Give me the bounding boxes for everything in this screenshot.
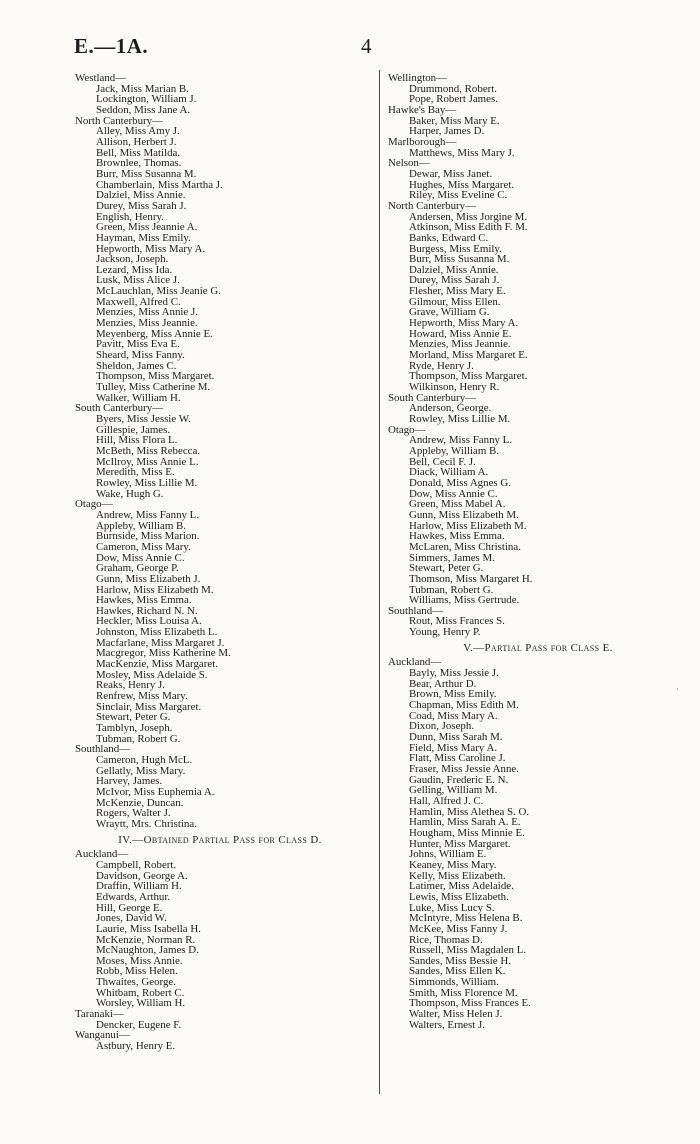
- candidate-name: Stewart, Peter G.: [96, 711, 171, 724]
- candidate-name: Latimer, Miss Adelaide.: [409, 880, 514, 893]
- candidate-name: Wake, Hugh G.: [96, 487, 164, 500]
- candidate-name: McKenzie, Duncan.: [96, 796, 184, 809]
- candidate-name: Smith, Miss Florence M.: [409, 986, 518, 999]
- candidate-name: Riley, Miss Eveline C.: [409, 189, 508, 202]
- candidate-name: Simmers, James M.: [409, 551, 495, 564]
- candidate-name: Coad, Miss Mary A.: [409, 709, 498, 722]
- candidate-name: Robb, Miss Helen.: [96, 965, 178, 978]
- region-heading: Marlborough—: [388, 135, 457, 148]
- candidate-name: McKee, Miss Fanny J.: [409, 922, 508, 935]
- region-heading: North Canterbury—: [75, 114, 164, 127]
- candidate-name: Williams, Miss Gertrude.: [409, 594, 520, 607]
- candidate-name: Lezard, Miss Ida.: [96, 263, 173, 276]
- candidate-name: Walker, William H.: [96, 391, 181, 404]
- page-header: [0, 0, 700, 70]
- candidate-name: McBeth, Miss Rebecca.: [96, 444, 201, 457]
- candidate-name: Atkinson, Miss Edith F. M.: [409, 221, 528, 234]
- region-heading: North Canterbury—: [388, 199, 477, 212]
- candidate-name: Macgregor, Miss Katherine M.: [96, 647, 231, 660]
- candidate-name: Macfarlane, Miss Margaret J.: [96, 636, 225, 649]
- candidate-name: Bear, Arthur D.: [409, 677, 477, 690]
- candidate-name: Astbury, Henry E.: [96, 1040, 176, 1053]
- candidate-name: Edwards, Arthur.: [96, 890, 171, 903]
- candidate-name: Rout, Miss Frances S.: [409, 615, 505, 628]
- candidate-name: Burgess, Miss Emily.: [409, 242, 502, 255]
- candidate-name: Whitbam, Robert C.: [96, 986, 185, 999]
- candidate-name: Harper, James D.: [409, 125, 485, 138]
- candidate-name: Luke, Miss Lucy S.: [409, 901, 495, 914]
- region-heading: Hawke's Bay—: [388, 103, 457, 116]
- candidate-name: Bell, Cecil F. J.: [409, 455, 476, 468]
- candidate-name: Kelly, Miss Elizabeth.: [409, 869, 506, 882]
- candidate-name: Meredith, Miss E.: [96, 466, 175, 479]
- candidate-name: Diack, William A.: [409, 466, 489, 479]
- candidate-name: Dencker, Eugene F.: [96, 1018, 182, 1031]
- candidate-name: Tubman, Robert G.: [96, 732, 181, 745]
- candidate-name: Fraser, Miss Jessie Anne.: [409, 763, 519, 775]
- candidate-name: Thompson, Miss Margaret.: [96, 370, 215, 383]
- candidate-name: Sandes, Miss Ellen K.: [409, 965, 506, 978]
- candidate-name: Andrew, Miss Fanny L.: [409, 434, 513, 447]
- candidate-name: Johnston, Miss Elizabeth L.: [96, 626, 218, 639]
- candidate-name: Mosley, Miss Adelaide S.: [96, 668, 208, 681]
- right-column: [388, 73, 688, 1030]
- candidate-name: Green, Miss Jeannie A.: [96, 221, 198, 234]
- candidate-name: Hamlin, Miss Sarah A. E.: [409, 816, 521, 829]
- candidate-name: Gellatly, Miss Mary.: [96, 764, 186, 777]
- candidate-name: Brownlee, Thomas.: [96, 157, 182, 170]
- candidate-name: Hall, Alfred J. C.: [409, 794, 484, 807]
- candidate-name: Sinclair, Miss Margaret.: [96, 700, 202, 713]
- candidate-name: Gunn, Miss Elizabeth M.: [409, 508, 519, 521]
- candidate-name: Andrew, Miss Fanny L.: [96, 508, 200, 521]
- candidate-name: Gaudin, Frederic E. N.: [409, 773, 509, 786]
- candidate-name: Alley, Miss Amy J.: [96, 125, 180, 138]
- candidate-name: Rowley, Miss Lillie M.: [96, 476, 198, 489]
- candidate-name: Flatt, Miss Caroline J.: [409, 752, 506, 765]
- candidate-name: Brown, Miss Emily.: [409, 688, 497, 701]
- candidate-name: Hill, Miss Flora L.: [96, 434, 178, 447]
- candidate-name: Hepworth, Miss Mary A.: [96, 242, 206, 255]
- candidate-name: Dalziel, Miss Annie.: [409, 263, 499, 276]
- candidate-name: Pavitt, Miss Eva E.: [96, 338, 180, 351]
- candidate-name: Draffin, William H.: [96, 880, 182, 893]
- candidate-name: Howard, Miss Annie E.: [409, 327, 512, 340]
- candidate-name: Stewart, Peter G.: [409, 562, 484, 575]
- document-reference: E.—1A.: [74, 34, 149, 58]
- candidate-name: Hunter, Miss Margaret.: [409, 837, 511, 850]
- candidate-name: Dunn, Miss Sarah M.: [409, 731, 503, 744]
- candidate-name: Burr, Miss Susanna M.: [409, 253, 510, 266]
- section-heading: V.—Partial Pass for Class E.: [463, 641, 613, 654]
- region-heading: Auckland—: [75, 848, 129, 861]
- candidate-name: Simmonds, William.: [409, 976, 499, 989]
- candidate-name: Field, Miss Mary A.: [409, 741, 498, 754]
- region-heading: Taranaki—: [75, 1008, 124, 1021]
- candidate-name: McLauchlan, Miss Jeanie G.: [96, 285, 221, 298]
- candidate-name: Harlow, Miss Elizabeth M.: [409, 519, 527, 532]
- candidate-name: Heckler, Miss Louisa A.: [96, 615, 202, 628]
- candidate-name: Meyenberg, Miss Annie E.: [96, 327, 213, 340]
- candidate-name: Renfrew, Miss Mary.: [96, 690, 188, 703]
- candidate-name: Jones, David W.: [96, 912, 167, 925]
- candidate-name: Johns, William E.: [409, 848, 487, 861]
- left-column: [75, 73, 365, 1052]
- candidate-name: Dow, Miss Annie C.: [96, 551, 185, 564]
- region-heading: South Canterbury—: [75, 402, 164, 415]
- candidate-name: Jackson, Joseph.: [96, 253, 169, 266]
- candidate-name: Allison, Herbert J.: [96, 135, 177, 148]
- candidate-name: Dixon, Joseph.: [409, 720, 475, 733]
- candidate-name: Chamberlain, Miss Martha J.: [96, 178, 223, 191]
- candidate-name: Tamblyn, Joseph.: [96, 722, 173, 735]
- candidate-name: Walter, Miss Helen J.: [409, 1008, 503, 1021]
- candidate-name: McKenzie, Norman R.: [96, 933, 196, 946]
- candidate-name: Hawkes, Miss Emma.: [409, 530, 505, 543]
- candidate-name: McLaren, Miss Christina.: [409, 540, 521, 553]
- candidate-name: Thompson, Miss Margaret.: [409, 370, 528, 383]
- candidate-name: Bell, Miss Matilda.: [96, 146, 181, 159]
- candidate-name: Hughes, Miss Margaret.: [409, 178, 515, 191]
- candidate-name: Baker, Miss Mary E.: [409, 114, 500, 127]
- candidate-name: Bayly, Miss Jessie J.: [409, 667, 499, 680]
- candidate-name: Thompson, Miss Frances E.: [409, 997, 531, 1010]
- candidate-name: Tulley, Miss Catherine M.: [96, 381, 211, 394]
- candidate-name: Hawkes, Richard N. N.: [96, 604, 198, 617]
- column-divider: [379, 70, 380, 1094]
- candidate-name: Lewis, Miss Elizabeth.: [409, 890, 509, 903]
- region-heading: South Canterbury—: [388, 391, 477, 404]
- candidate-name: Burnside, Miss Marion.: [96, 530, 200, 543]
- candidate-name: Gilmour, Miss Ellen.: [409, 295, 501, 308]
- section-heading: IV.—Obtained Partial Pass for Class D.: [118, 833, 322, 846]
- candidate-name: Hawkes, Miss Emma.: [96, 594, 192, 607]
- candidate-name: Harlow, Miss Elizabeth M.: [96, 583, 214, 596]
- candidate-name: Hepworth, Miss Mary A.: [409, 317, 519, 330]
- candidate-name: Sandes, Miss Bessie H.: [409, 954, 511, 967]
- candidate-name: Davidson, George A.: [96, 869, 188, 882]
- candidate-name: Menzies, Miss Annie J.: [96, 306, 198, 319]
- candidate-name: Walters, Ernest J.: [409, 1018, 485, 1031]
- candidate-name: Pope, Robert James.: [409, 93, 498, 106]
- candidate-name: Sheldon, James C.: [96, 359, 177, 372]
- candidate-name: Ryde, Henry J.: [409, 359, 474, 372]
- candidate-name: McNaughton, James D.: [96, 944, 199, 957]
- candidate-name: Menzies, Miss Jeannie.: [96, 317, 198, 330]
- candidate-name: Lockington, William J.: [96, 93, 197, 106]
- candidate-name: English, Henry.: [96, 210, 164, 223]
- candidate-name: Rice, Thomas D.: [409, 933, 483, 946]
- candidate-name: Rogers, Walter J.: [96, 807, 171, 820]
- candidate-name: Durey, Miss Sarah J.: [409, 274, 500, 287]
- region-heading: Wanganui—: [75, 1029, 130, 1042]
- candidate-name: McIvor, Miss Euphemia A.: [96, 785, 215, 798]
- candidate-name: Gelling, William M.: [409, 784, 498, 797]
- candidate-name: Thomson, Miss Margaret H.: [409, 572, 533, 585]
- candidate-name: Appleby, William B.: [409, 444, 500, 457]
- candidate-name: Gillespie, James.: [96, 423, 171, 436]
- candidate-name: Graham, George P.: [96, 562, 179, 575]
- region-heading: Nelson—: [388, 157, 430, 170]
- candidate-name: Drummond, Robert.: [409, 82, 498, 95]
- candidate-name: Gunn, Miss Elizabeth J.: [96, 572, 201, 585]
- candidate-name: Morland, Miss Margaret E.: [409, 349, 528, 362]
- candidate-name: Appleby, William B.: [96, 519, 187, 532]
- candidate-name: Tubman, Robert G.: [409, 583, 494, 596]
- candidate-name: Chapman, Miss Edith M.: [409, 699, 519, 712]
- candidate-name: Wilkinson, Henry R.: [409, 381, 500, 394]
- candidate-name: Burr, Miss Susanna M.: [96, 167, 197, 180]
- candidate-name: Matthews, Miss Mary J.: [409, 146, 515, 159]
- candidate-name: Reaks, Henry J.: [96, 679, 165, 692]
- candidate-name: Hill, George E.: [96, 901, 163, 914]
- candidate-name: Lusk, Miss Alice J.: [96, 274, 180, 287]
- candidate-name: Banks, Edward C.: [409, 231, 489, 244]
- region-heading: Wellington—: [388, 72, 448, 84]
- candidate-name: Wraytt, Mrs. Christina.: [96, 817, 197, 830]
- region-heading: Southland—: [75, 743, 131, 756]
- candidate-name: Dalziel, Miss Annie.: [96, 189, 186, 202]
- candidate-name: Durey, Miss Sarah J.: [96, 199, 187, 212]
- candidate-name: Byers, Miss Jessie W.: [96, 413, 191, 425]
- candidate-name: Jack, Miss Marian B.: [96, 82, 189, 95]
- candidate-name: Donald, Miss Agnes G.: [409, 476, 511, 489]
- candidate-name: Rowley, Miss Lillie M.: [409, 413, 511, 425]
- candidate-name: McIntyre, Miss Helena B.: [409, 912, 523, 925]
- candidate-name: Russell, Miss Magdalen L.: [409, 944, 527, 957]
- candidate-name: Cameron, Miss Mary.: [96, 540, 191, 553]
- candidate-name: Sheard, Miss Fanny.: [96, 349, 185, 362]
- candidate-name: Campbell, Robert.: [96, 858, 177, 871]
- candidate-name: Maxwell, Alfred C.: [96, 295, 181, 308]
- candidate-name: Hayman, Miss Emily.: [96, 231, 191, 244]
- candidate-name: Dewar, Miss Janet.: [409, 167, 493, 180]
- candidate-name: Keaney, Miss Mary.: [409, 858, 497, 871]
- candidate-name: Hamlin, Miss Alethea S. O.: [409, 805, 530, 818]
- candidate-name: Thwaites, George.: [96, 976, 176, 989]
- candidate-name: Dow, Miss Annie C.: [409, 487, 498, 500]
- candidate-name: McIlroy, Miss Annie L.: [96, 455, 199, 468]
- candidate-name: Seddon, Miss Jane A.: [96, 103, 191, 116]
- candidate-name: Hougham, Miss Minnie E.: [409, 826, 525, 839]
- candidate-name: Laurie, Miss Isabella H.: [96, 922, 201, 935]
- candidate-name: Flesher, Miss Mary E.: [409, 285, 506, 298]
- region-heading: Otago—: [75, 498, 113, 511]
- candidate-name: Moses, Miss Annie.: [96, 954, 183, 967]
- candidate-name: Harvey, James.: [96, 775, 163, 788]
- scan-mark: ·: [676, 684, 679, 694]
- candidate-name: Grave, William G.: [409, 306, 490, 319]
- region-heading: Auckland—: [388, 656, 442, 669]
- candidate-name: Young, Henry P.: [409, 626, 481, 639]
- candidate-name: Green, Miss Mabel A.: [409, 498, 506, 511]
- region-heading: Southland—: [388, 604, 444, 617]
- candidate-name: Cameron, Hugh McL.: [96, 754, 193, 766]
- candidate-name: Anderson, George.: [409, 402, 492, 415]
- region-heading: Westland—: [75, 72, 127, 84]
- region-heading: Otago—: [388, 423, 426, 436]
- candidate-name: MacKenzie, Miss Margaret.: [96, 658, 218, 671]
- candidate-name: Worsley, William H.: [96, 997, 186, 1010]
- candidate-name: Menzies, Miss Jeannie.: [409, 338, 511, 351]
- page-number: 4: [361, 34, 372, 58]
- candidate-name: Andersen, Miss Jorgine M.: [409, 210, 528, 223]
